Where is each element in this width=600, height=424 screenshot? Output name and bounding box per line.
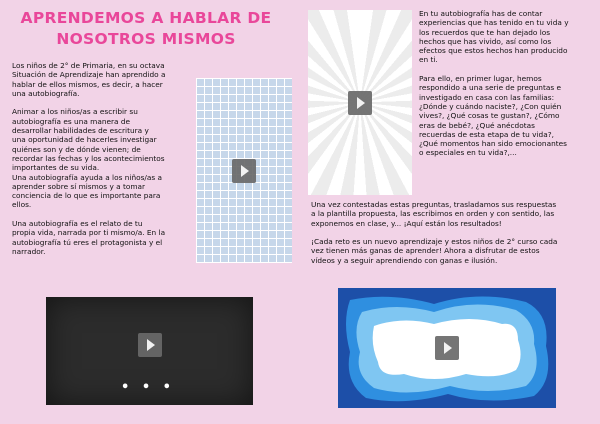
text-line: autobiografía tú eres el protagonista y el bbox=[12, 237, 163, 247]
text-line: Situación de Aprendizaje han aprendido a bbox=[12, 70, 166, 80]
text-line: respondido a una serie de preguntas e bbox=[419, 83, 562, 93]
text-line: una oportunidad de hacerles investigar bbox=[12, 135, 157, 145]
text-line: a la plantilla propuesta, las escribimos en orden y con sentido, las bbox=[311, 209, 555, 219]
page-title bbox=[12, 8, 280, 50]
text-line: exponemos en clase, y... ¡Aquí están los resultados! bbox=[311, 218, 502, 228]
text-line: hablar de ellos mismos, es decir, a hacer bbox=[12, 79, 163, 89]
video-grid-paper[interactable] bbox=[196, 78, 292, 263]
text-line: experiencias que has tenido en tu vida y bbox=[419, 18, 569, 28]
text-line: hechos que has vivido, así como los bbox=[419, 36, 552, 46]
more-options-icon[interactable]: • • • bbox=[121, 380, 175, 395]
text-line: una autobiografía. bbox=[12, 88, 80, 98]
title-line-1: APRENDEMOS A HABLAR DE bbox=[20, 9, 272, 27]
text-line: Una vez contestadas estas preguntas, trasladamos sus respuestas bbox=[311, 200, 557, 209]
text-line: en ti. bbox=[419, 55, 438, 65]
text-line: Una autobiografía ayuda a los niños/as a bbox=[12, 172, 163, 182]
text-line: ¿Qué momentos han sido emocionantes bbox=[419, 139, 567, 149]
text-line: o especiales en tu vida?,... bbox=[419, 148, 517, 158]
text-line: narrador. bbox=[12, 246, 46, 256]
text-line: vez tienen más ganas de aprender! Ahora a disfrutar de estos bbox=[311, 246, 540, 256]
text-line: importantes de su vida. bbox=[12, 163, 100, 173]
text-line: vives?, ¿Qué cosas te gustan?, ¿Cómo bbox=[419, 111, 560, 121]
text-line: Animar a los niños/as a escribir su bbox=[12, 107, 138, 117]
text-line: conciencia de lo que es importante para bbox=[12, 191, 161, 201]
right-text-column bbox=[419, 9, 597, 158]
video-sunburst[interactable] bbox=[308, 10, 412, 195]
text-line: investigado en casa con las familias: bbox=[419, 92, 555, 102]
bottom-text-block bbox=[311, 200, 600, 265]
text-line: eras de bebé?, ¿Qué anécdotas bbox=[419, 120, 535, 130]
text-line: Una autobiografía es el relato de tu bbox=[12, 219, 143, 229]
video-blue-waves[interactable] bbox=[338, 288, 556, 408]
text-line: Los niños de 2° de Primaria, en su octava bbox=[12, 61, 165, 70]
play-icon[interactable] bbox=[435, 336, 459, 360]
text-line: ellos. bbox=[12, 200, 32, 210]
text-line: autobiografía es una manera de bbox=[12, 116, 131, 126]
text-line: En tu autobiografía has de contar bbox=[419, 9, 543, 18]
text-line: los recuerdos que te han dejado los bbox=[419, 27, 551, 37]
text-line: recordar las fechas y los acontecimientos bbox=[12, 153, 165, 163]
play-icon[interactable] bbox=[348, 91, 372, 115]
title-line-2: NOSOTROS MISMOS bbox=[56, 30, 236, 48]
text-line: quiénes son y de dónde vienen; de bbox=[12, 144, 141, 154]
text-line: Para ello, en primer lugar, hemos bbox=[419, 74, 542, 84]
left-text-column bbox=[12, 61, 198, 256]
text-line: efectos que estos hechos han producido bbox=[419, 46, 568, 56]
text-line: propia vida, narrada por ti mismo/a. En la bbox=[12, 228, 166, 238]
text-line: recuerdas de esta etapa de tu vida?, bbox=[419, 129, 554, 139]
play-icon[interactable] bbox=[138, 333, 162, 357]
text-line: vídeos y a seguir aprendiendo con ganas e ilusión. bbox=[311, 255, 498, 265]
text-line: ¿Dónde y cuándo naciste?, ¿Con quién bbox=[419, 101, 562, 111]
play-icon[interactable] bbox=[232, 159, 256, 183]
text-line: ¡Cada reto es un nuevo aprendizaje y estos niños de 2° curso cada bbox=[311, 237, 558, 247]
text-line: aprender sobre sí mismos y a tomar bbox=[12, 181, 146, 191]
text-line: desarrollar habilidades de escritura y bbox=[12, 126, 149, 136]
